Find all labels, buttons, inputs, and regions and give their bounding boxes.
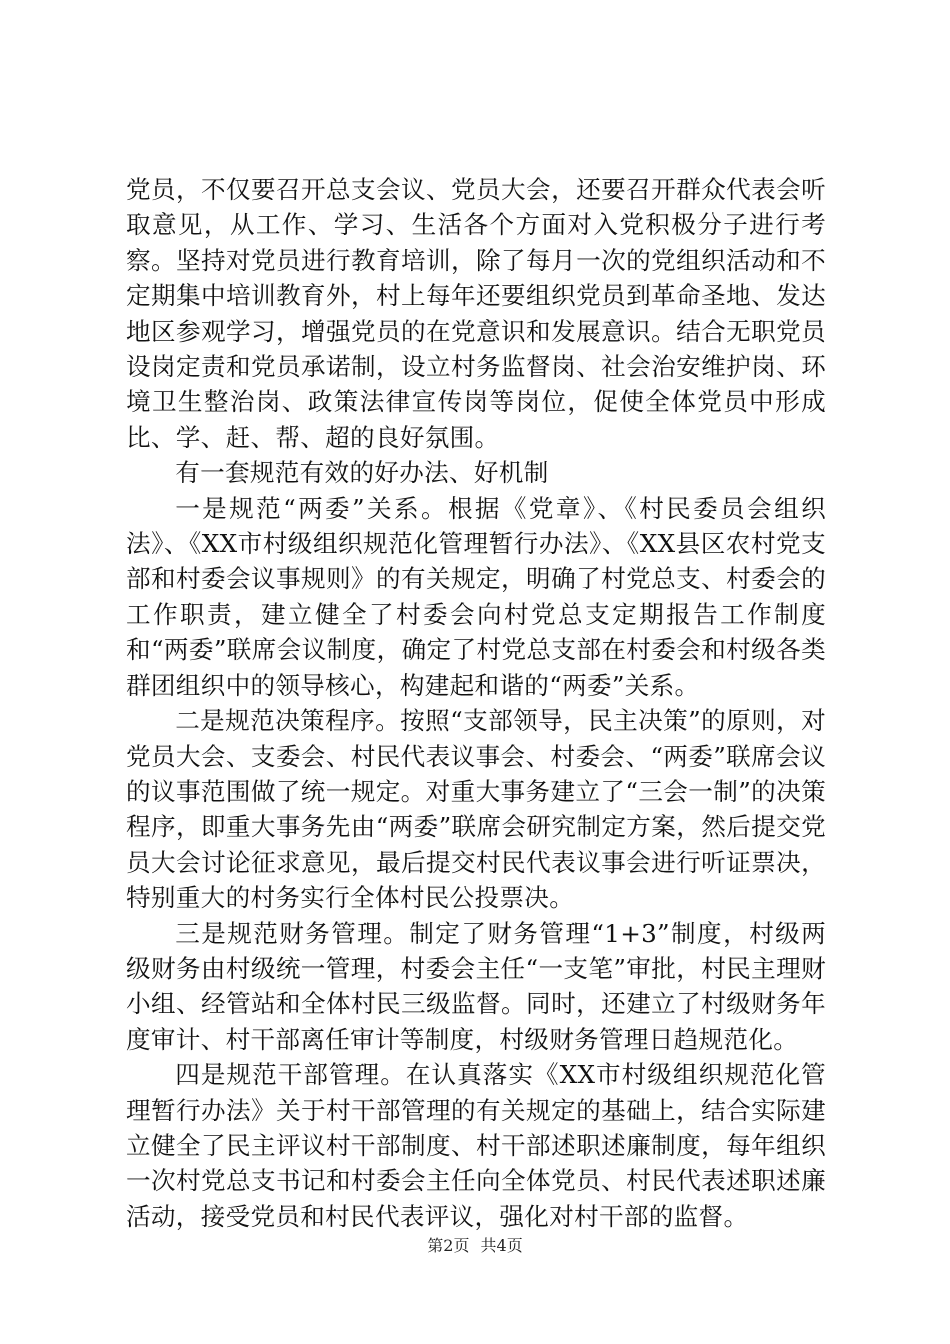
paragraph-two-committees: 一是规范“两委”关系。根据《党章》、《村民委员会组织法》、《XX市村级组织规范化管理暂行办法》、《XX县区农村党支部和村委会议事规则》的有关规定，明确了村党总支、村委会的工作职责，建立健全了村委会向村党总支定期报告工作制度和“两委”联席会议制度，确定了村党总支部在村委会和村级各类群团组织中的领导核心，构建起和谐的“两委”关系。 [126,493,826,700]
document-body [126,172,826,1234]
section-heading-mechanism: 有一套规范有效的好办法、好机制 [175,458,549,488]
page-footer [0,1236,950,1256]
paragraph-decision-procedure: 二是规范决策程序。按照“支部领导，民主决策”的原则，对党员大会、支委会、村民代表议事会、村委会、“两委”联席会议的议事范围做了统一规定。对重大事务建立了“三会一制”的决策程序，即重大事务先由“两委”联席会研究制定方案，然后提交党员大会讨论征求意见，最后提交村民代表议事会进行听证票决，特别重大的村务实行全体村民公投票决。 [126,706,826,913]
paragraph-cadre-management: 四是规范干部管理。在认真落实《XX市村级组织规范化管理暂行办法》关于村干部管理的有关规定的基础上，结合实际建立健全了民主评议村干部制度、村干部述职述廉制度，每年组织一次村党总支书记和村委会主任向全体党员、村民代表述职述廉活动，接受党员和村民代表评议，强化对村干部的监督。 [126,1060,826,1231]
paragraph-party-members: 党员，不仅要召开总支会议、党员大会，还要召开群众代表会听取意见，从工作、学习、生活各个方面对入党积极分子进行考察。坚持对党员进行教育培训，除了每月一次的党组织活动和不定期集中培训教育外，村上每年还要组织党员到革命圣地、发达地区参观学习，增强党员的在党意识和发展意识。结合无职党员设岗定责和党员承诺制，设立村务监督岗、社会治安维护岗、环境卫生整治岗、政策法律宣传岗等岗位，促使全体党员中形成比、学、赶、帮、超的良好氛围。 [126,175,826,452]
page-total: 共4页 [480,1236,523,1255]
page-number: 第2页 [427,1236,470,1255]
paragraph-financial-management: 三是规范财务管理。制定了财务管理“1+3”制度，村级两级财务由村级统一管理，村委会主任“一支笔”审批，村民主理财小组、经管站和全体村民三级监督。同时，还建立了村级财务年度审计、村干部离任审计等制度，村级财务管理日趋规范化。 [126,918,826,1054]
